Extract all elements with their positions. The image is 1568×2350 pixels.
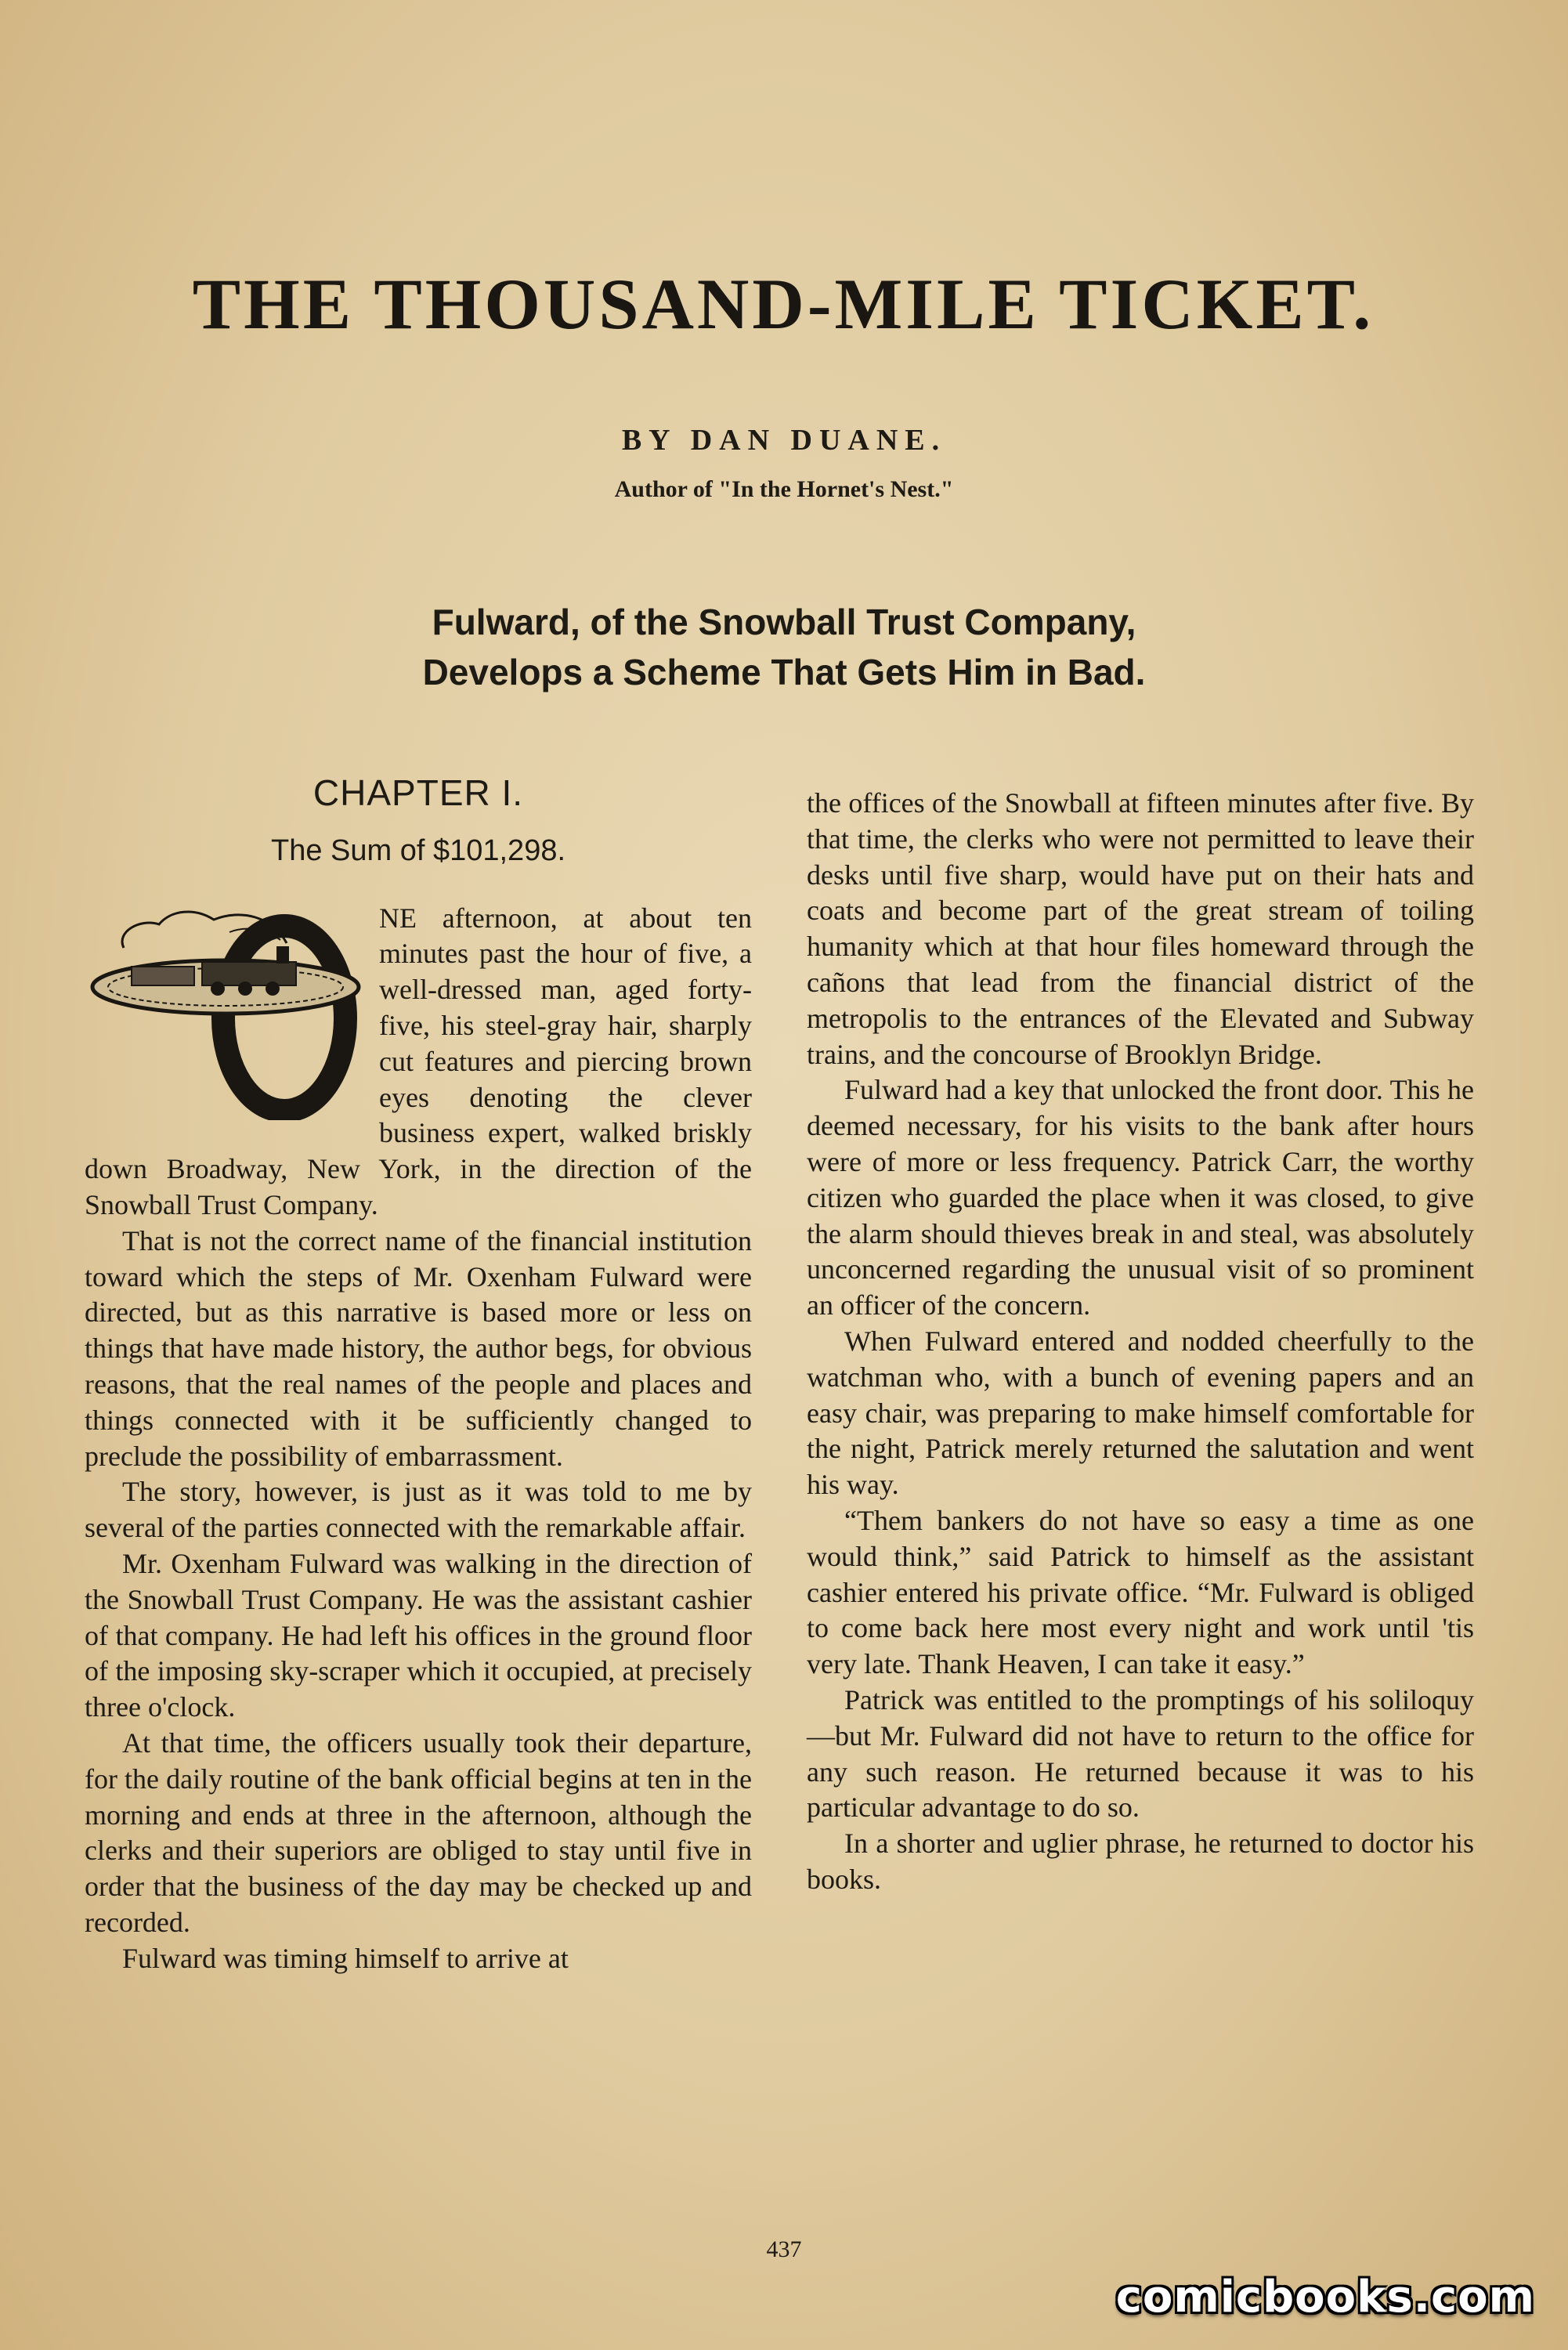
site-watermark: comicbooks.com bbox=[1115, 2272, 1535, 2323]
story-deck bbox=[0, 597, 1568, 697]
deck-line: Develops a Scheme That Gets Him in Bad. bbox=[422, 652, 1146, 692]
locomotive-ornament-icon bbox=[85, 901, 373, 1120]
paragraph: When Fulward entered and nodded cheerfully to the watchman who, with a bunch of evening papers and an easy chair, was preparing to make himself comfortable for the night, Patrick merely returned the salutation and went his way. bbox=[807, 1325, 1474, 1501]
paragraph: That is not the correct name of the financial institution toward which the steps of Mr. Oxenham Fulward were directed, but as this narrative is based more or less on things that have made history, the author begs, for obvious reasons, that the real names of the people and places and things connected with it be sufficiently changed to preclude the possibility of embarrassment. bbox=[85, 1224, 752, 1472]
paragraph: “Them bankers do not have so easy a time as one would think,” said Patrick to himself as the assistant cashier entered his private office. “Mr. Fulward is obliged to come back here most every night and work until 'tis very late. Thank Heaven, I can take it easy.” bbox=[807, 1504, 1474, 1680]
paragraph: Patrick was entitled to the promptings of his soliloquy—but Mr. Fulward did not have to return to the office for any such reason. He returned because it was to his particular advantage to do so. bbox=[807, 1683, 1474, 1824]
paragraph: In a shorter and uglier phrase, he returned to doctor his books. bbox=[807, 1828, 1474, 1895]
right-column bbox=[807, 786, 1474, 2243]
paragraph: the offices of the Snowball at fifteen minutes after five. By that time, the clerks who were not permitted to leave their desks until five sharp, would have put on their hats and coats and become part of the great stream of toiling humanity which at that hour files homeward through the cañons that lead from the financial district of the metropolis to the entrances of the Elevated and Subway trains, and the concourse of Brooklyn Bridge. bbox=[807, 787, 1474, 1070]
story-title: THE THOUSAND-MILE TICKET. bbox=[192, 264, 1375, 344]
paragraph: NE afternoon, at about ten minutes past the hour of five, a well-dressed man, aged forty-five, his steel-gray hair, sharply cut features and piercing brown eyes denoting the clever business expert, walked briskly down Broadway, New York, in the direction of the Snowball Trust Company. bbox=[85, 902, 752, 1220]
author-byline: BY DAN DUANE. bbox=[621, 424, 947, 457]
paragraph: Fulward was timing himself to arrive at bbox=[122, 1942, 569, 1974]
chapter-subtitle: The Sum of $101,298. bbox=[270, 833, 566, 867]
paragraph: The story, however, is just as it was told to me by several of the parties connected with the remarkable affair. bbox=[85, 1476, 752, 1544]
left-column bbox=[85, 772, 752, 2232]
paragraph: Mr. Oxenham Fulward was walking in the direction of the Snowball Trust Company. He was the assistant cashier of that company. He had left his offices in the ground floor of the imposing sky-scraper which it occupied, at precisely three o'clock. bbox=[85, 1547, 752, 1723]
chapter-heading: CHAPTER I. bbox=[313, 772, 524, 813]
paragraph: At that time, the officers usually took their departure, for the daily routine of the bank official begins at ten in the morning and ends at three in the afternoon, although the clerks and their superiors are obliged to stay until five in order that the business of the day may be checked up and recorded. bbox=[85, 1726, 752, 1938]
paragraph: Fulward had a key that unlocked the front door. This he deemed necessary, for his visits to the bank after hours were of more or less frequency. Patrick Carr, the worthy citizen who guarded the place when it was closed, to give the alarm should thieves break in and steal, was absolutely unconcerned regarding the unusual visit of so prominent an officer of the concern. bbox=[807, 1074, 1474, 1321]
author-previous-work: Author of "In the Hornet's Nest." bbox=[614, 476, 954, 502]
deck-line: Fulward, of the Snowball Trust Company, bbox=[432, 602, 1136, 642]
page-number: 437 bbox=[766, 2236, 802, 2262]
